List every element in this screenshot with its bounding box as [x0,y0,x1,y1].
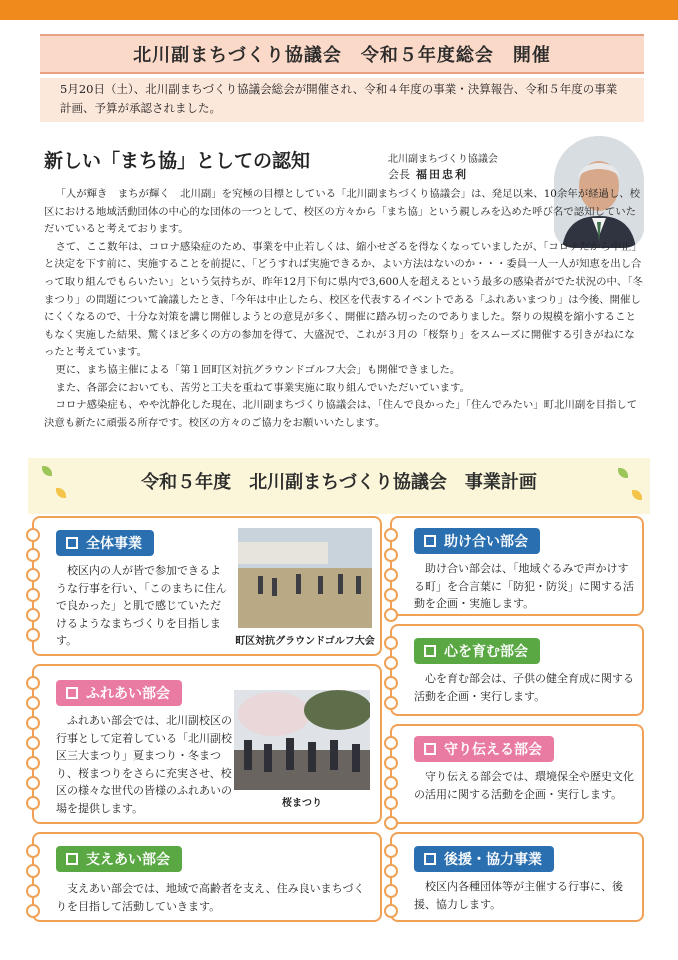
headline-text: 北川副まちづくり協議会 令和５年度総会 開催 [133,45,551,66]
section-tag-mamori: 守り伝える部会 [414,736,554,762]
top-accent-bar [0,0,678,20]
message-body [44,186,644,432]
org-name: 北川副まちづくり協議会 [388,154,498,165]
message-title: 新しい「まち協」としての認知 [44,150,311,172]
square-bullet-icon [424,535,436,547]
section-text-overall: 校区内の人が皆で参加できるような行事を行い、「このまちに住んで良かった」と肌で感じていただけるようなまちづくりを目指します。 [56,564,227,647]
square-bullet-icon [424,645,436,657]
square-bullet-icon [66,537,78,549]
chair-role: 会長 [388,168,410,181]
message-paragraph: 更に、まち協主催による「第１回町区対抗グラウンドゴルフ大会」も開催できました。 [55,363,461,376]
section-tag-kokoro: 心を育む部会 [414,638,540,664]
plan-title: 令和５年度 北川副まちづくり協議会 事業計画 [141,472,537,493]
section-tag-tasukeai: 助け合い部会 [414,528,540,554]
photo-sakura-festival [234,690,370,790]
section-box-overall [32,516,382,656]
spiral-binding [26,676,38,816]
square-bullet-icon [66,687,78,699]
section-box-support [390,832,644,922]
spiral-binding [26,528,38,648]
section-text-support: 校区内各種団体等が主催する行事に、後援、協力します。 [414,880,623,911]
message-paragraph: さて、ここ数年は、コロナ感染症のため、事業を中止若しくは、縮小せざるを得なくなっていましたが、「コロナだから中止」と決定を下す前に、実施することを前提に、「どうすれば実施できるか、よい方法はないのか・・・委員一人一人が知恵を出し合って取り組んでもらいたい」という気持ちが、昨年12月下旬に県内で3,600人を超えるという最多の感染者がでた状況の中、「冬まつり」の問題について論議したとき、「今年は中止したら、校区を代表するイベントである「ふれあいまつり」は今後、開催しにくくなるので、十分な対策を講じ開催しようとの意見が多く、開催に踏み切ったのでありました。祭りの規模を縮小することもなく実施した結果、驚くほど多くの方の参加を得て、大盛況で、これが３月の「桜祭り」をスムーズに開催する引きがねになったと考えています。 [44,240,643,359]
photo-ground-golf-illustration [238,528,372,628]
chair-name: 福田忠利 [416,168,468,181]
photo-ground-golf [238,528,372,628]
intro-text: 5月20日（土）、北川副まちづくり協議会総会が開催され、令和４年度の事業・決算報告、令和５年度の事業計画、予算が承認されました。 [40,78,644,122]
spiral-binding [384,844,396,924]
square-bullet-icon [66,853,78,865]
spiral-binding [384,528,396,628]
spiral-binding [384,736,396,836]
section-text-kokoro: 心を育む部会は、子供の健全育成に関する活動を企画・実行します。 [414,672,634,703]
photo-caption-sakura: 桜まつり [282,798,322,809]
square-bullet-icon [424,743,436,755]
section-text-fureai: ふれあい部会では、北川副校区の行事として定着している「北川副校区三大まつり」夏まつり・冬まつり、桜まつりをさらに充実させ、校区の様々な世代の皆様のふれあいの場を提供します。 [56,714,232,815]
section-box-fureai [32,664,382,824]
spiral-binding [384,636,396,716]
section-box-kokoro [390,624,644,716]
section-text-mamori: 守り伝える部会では、環境保全や歴史文化の活用に関する活動を企画・実行します。 [414,770,634,801]
section-tag-support: 後援・協力事業 [414,846,554,872]
section-box-mamori [390,724,644,824]
section-tag-overall: 全体事業 [56,530,154,556]
section-box-tasukeai [390,516,644,616]
photo-caption-ground-golf: 町区対抗グラウンドゴルフ大会 [235,636,375,647]
section-box-sasaeai [32,832,382,922]
message-paragraph: 「人が輝き まちが輝く 北川副」を究極の目標としている「北川副まちづくり協議会」は、発足以来、10余年が経過し、校区における地域活動団体の中心的な団体の一つとして、校区の方々から「まち協」という親しみを込めた呼び名で認知していただいていると考えております。 [44,188,641,236]
chair-signature [388,166,468,182]
section-text-sasaeai: 支えあい部会では、地域で高齢者を支え、住み良いまちづくりを目指して活動していきます。 [56,882,365,913]
square-bullet-icon [424,853,436,865]
section-tag-sasaeai: 支えあい部会 [56,846,182,872]
message-paragraph: また、各部会においても、苦労と工夫を重ねて事業実施に取り組んでいただいています。 [55,381,470,394]
photo-sakura-illustration [234,690,370,790]
message-paragraph: コロナ感染症も、やや沈静化した現在、北川副まちづくり協議会は、「住んで良かった」「住んでみたい」町北川副を目指して決意も新たに頑張る所存です。校区の方々のご協力をお願いいたします。 [44,399,638,429]
spiral-binding [26,844,38,924]
section-tag-fureai: ふれあい部会 [56,680,182,706]
headline-banner [40,34,644,74]
section-text-tasukeai: 助け合い部会は、「地域ぐるみで声かけする町」を合言葉に「防犯・防災」に関する活動を企画・実施します。 [414,562,634,610]
